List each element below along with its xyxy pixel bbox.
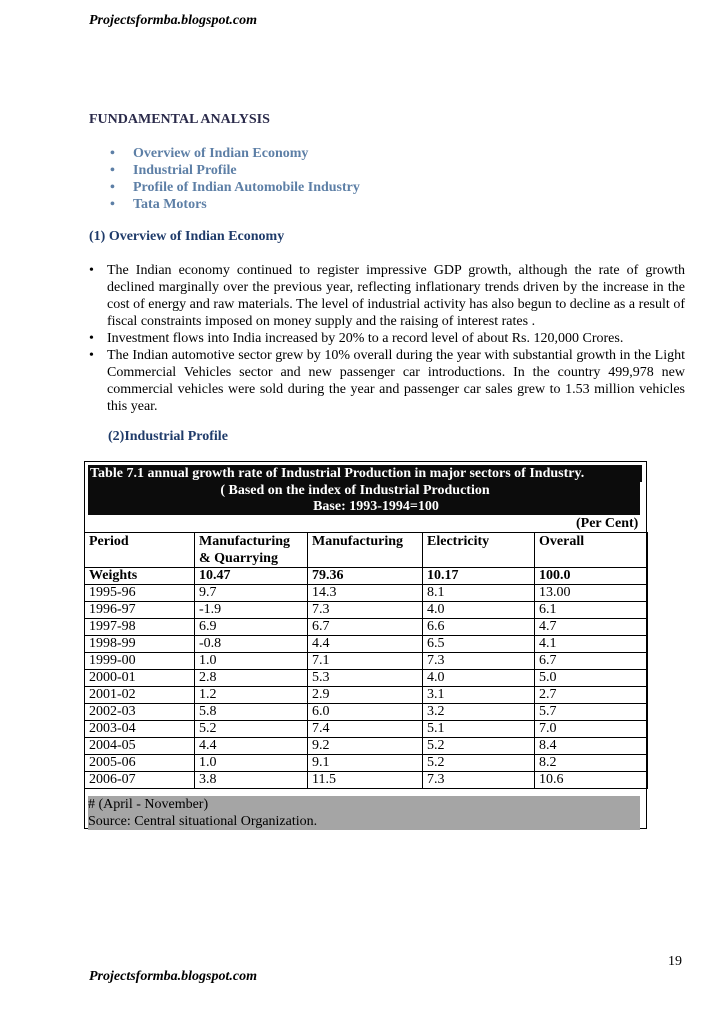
toc-list <box>110 145 360 213</box>
table-cell: -0.8 <box>195 636 308 653</box>
table-cell: 100.0 <box>535 568 648 585</box>
table-cell: 5.7 <box>535 704 648 721</box>
table-cell: 4.0 <box>423 602 535 619</box>
table-cell: -1.9 <box>195 602 308 619</box>
toc-item: • Tata Motors <box>110 196 360 213</box>
overview-bullets <box>89 262 685 415</box>
table-cell: 2.8 <box>195 670 308 687</box>
overview-bullet: • Investment flows into India increased by 20% to a record level of about Rs. 120,000 Crores. <box>89 330 685 347</box>
table-row <box>85 704 648 721</box>
table-cell: 2000-01 <box>85 670 195 687</box>
table-row <box>85 585 648 602</box>
toc-item: • Industrial Profile <box>110 162 360 179</box>
table-cell: Weights <box>85 568 195 585</box>
table-subtitle-text: ( Based on the index of Industrial Production <box>220 483 490 498</box>
table-row <box>85 636 648 653</box>
table-cell: 5.2 <box>423 738 535 755</box>
table-cell: 1996-97 <box>85 602 195 619</box>
table-cell: 6.9 <box>195 619 308 636</box>
table-cell: 2001-02 <box>85 687 195 704</box>
column-header: Manufacturing & Quarrying <box>195 533 308 568</box>
overview-bullet: • The Indian economy continued to register impressive GDP growth, although the rate of growth declined marginally over the previous year, reflecting inflationary trends driven by the increase in the cost of energy and raw materials. The level of industrial activity has also begun to decline as a result of fiscal constraints imposed on money supply and the raising of interest rates . <box>89 262 685 330</box>
table-cell: 6.5 <box>423 636 535 653</box>
table-cell: 5.2 <box>423 755 535 772</box>
table-row <box>85 738 648 755</box>
table-cell: 3.1 <box>423 687 535 704</box>
table-cell: 4.0 <box>423 670 535 687</box>
overview-bullet: • The Indian automotive sector grew by 10% overall during the year with substantial growth in the Light Commercial Vehicles sector and new passenger car introductions. In the country 499,978 new commercial vehicles were sold during the year and passenger car sales grew to 1.53 million vehicles this year. <box>89 347 685 415</box>
table-cell: 6.1 <box>535 602 648 619</box>
column-header: Period <box>85 533 195 568</box>
weights-row <box>85 568 648 585</box>
table-cell: 7.4 <box>308 721 423 738</box>
table-cell: 1.2 <box>195 687 308 704</box>
table-cell: 14.3 <box>308 585 423 602</box>
table-cell: 7.0 <box>535 721 648 738</box>
toc-item: • Overview of Indian Economy <box>110 145 360 162</box>
table-cell: 4.4 <box>308 636 423 653</box>
table-cell: 7.3 <box>423 653 535 670</box>
table-base-text: Base: 1993-1994=100 <box>313 499 439 514</box>
table-cell: 1.0 <box>195 653 308 670</box>
table-cell: 1999-00 <box>85 653 195 670</box>
table-cell: 1.0 <box>195 755 308 772</box>
table-cell: 4.4 <box>195 738 308 755</box>
table-cell: 10.47 <box>195 568 308 585</box>
table-cell: 5.3 <box>308 670 423 687</box>
table-note: # (April - November) <box>88 796 640 813</box>
table-cell: 7.3 <box>423 772 535 789</box>
table-cell: 10.6 <box>535 772 648 789</box>
table-cell: 8.1 <box>423 585 535 602</box>
table-cell: 1997-98 <box>85 619 195 636</box>
table-cell: 7.3 <box>308 602 423 619</box>
table-row <box>85 619 648 636</box>
table-row <box>85 772 648 789</box>
table-cell: 3.2 <box>423 704 535 721</box>
table-cell: 13.00 <box>535 585 648 602</box>
table-cell: 11.5 <box>308 772 423 789</box>
table-row <box>85 755 648 772</box>
table-cell: 4.7 <box>535 619 648 636</box>
table-cell: 2.9 <box>308 687 423 704</box>
table-cell: 9.7 <box>195 585 308 602</box>
table-cell: 2.7 <box>535 687 648 704</box>
table-row <box>85 602 648 619</box>
page-footer: Projectsformba.blogspot.com <box>89 969 257 984</box>
column-header: Manufacturing <box>308 533 423 568</box>
toc-item: • Profile of Indian Automobile Industry <box>110 179 360 196</box>
table-cell: 3.8 <box>195 772 308 789</box>
table-header-row <box>85 533 648 568</box>
table-cell: 79.36 <box>308 568 423 585</box>
table-cell: 5.2 <box>195 721 308 738</box>
table-cell: 8.2 <box>535 755 648 772</box>
table-cell: 2004-05 <box>85 738 195 755</box>
table-cell: 1995-96 <box>85 585 195 602</box>
table-row <box>85 653 648 670</box>
column-header: Overall <box>535 533 648 568</box>
section-title: FUNDAMENTAL ANALYSIS <box>89 112 270 127</box>
table-cell: 10.17 <box>423 568 535 585</box>
industrial-profile-title: (2)Industrial Profile <box>108 429 228 444</box>
table-row <box>85 687 648 704</box>
table-cell: 6.0 <box>308 704 423 721</box>
table-cell: 5.0 <box>535 670 648 687</box>
table-cell: 5.8 <box>195 704 308 721</box>
table-cell: 6.6 <box>423 619 535 636</box>
table-cell: 9.1 <box>308 755 423 772</box>
table-cell: 2002-03 <box>85 704 195 721</box>
table-cell: 5.1 <box>423 721 535 738</box>
table-title: Table 7.1 annual growth rate of Industrial Production in major sectors of Industry. <box>88 465 642 482</box>
page-number: 19 <box>668 954 682 969</box>
growth-table <box>84 532 648 789</box>
page-header: Projectsformba.blogspot.com <box>89 13 257 28</box>
table-base <box>88 498 640 515</box>
table-cell: 8.4 <box>535 738 648 755</box>
table-cell: 1998-99 <box>85 636 195 653</box>
table-row <box>85 721 648 738</box>
table-cell: 2006-07 <box>85 772 195 789</box>
table-source: Source: Central situational Organization. <box>88 813 640 830</box>
table-cell: 2005-06 <box>85 755 195 772</box>
table-cell: 2003-04 <box>85 721 195 738</box>
table-cell: 9.2 <box>308 738 423 755</box>
table-unit: (Per Cent) <box>576 516 639 531</box>
table-row <box>85 670 648 687</box>
table-cell: 6.7 <box>535 653 648 670</box>
table-cell: 6.7 <box>308 619 423 636</box>
table-subtitle <box>88 482 640 499</box>
table-cell: 7.1 <box>308 653 423 670</box>
column-header: Electricity <box>423 533 535 568</box>
overview-title: (1) Overview of Indian Economy <box>89 229 285 244</box>
table-cell: 4.1 <box>535 636 648 653</box>
